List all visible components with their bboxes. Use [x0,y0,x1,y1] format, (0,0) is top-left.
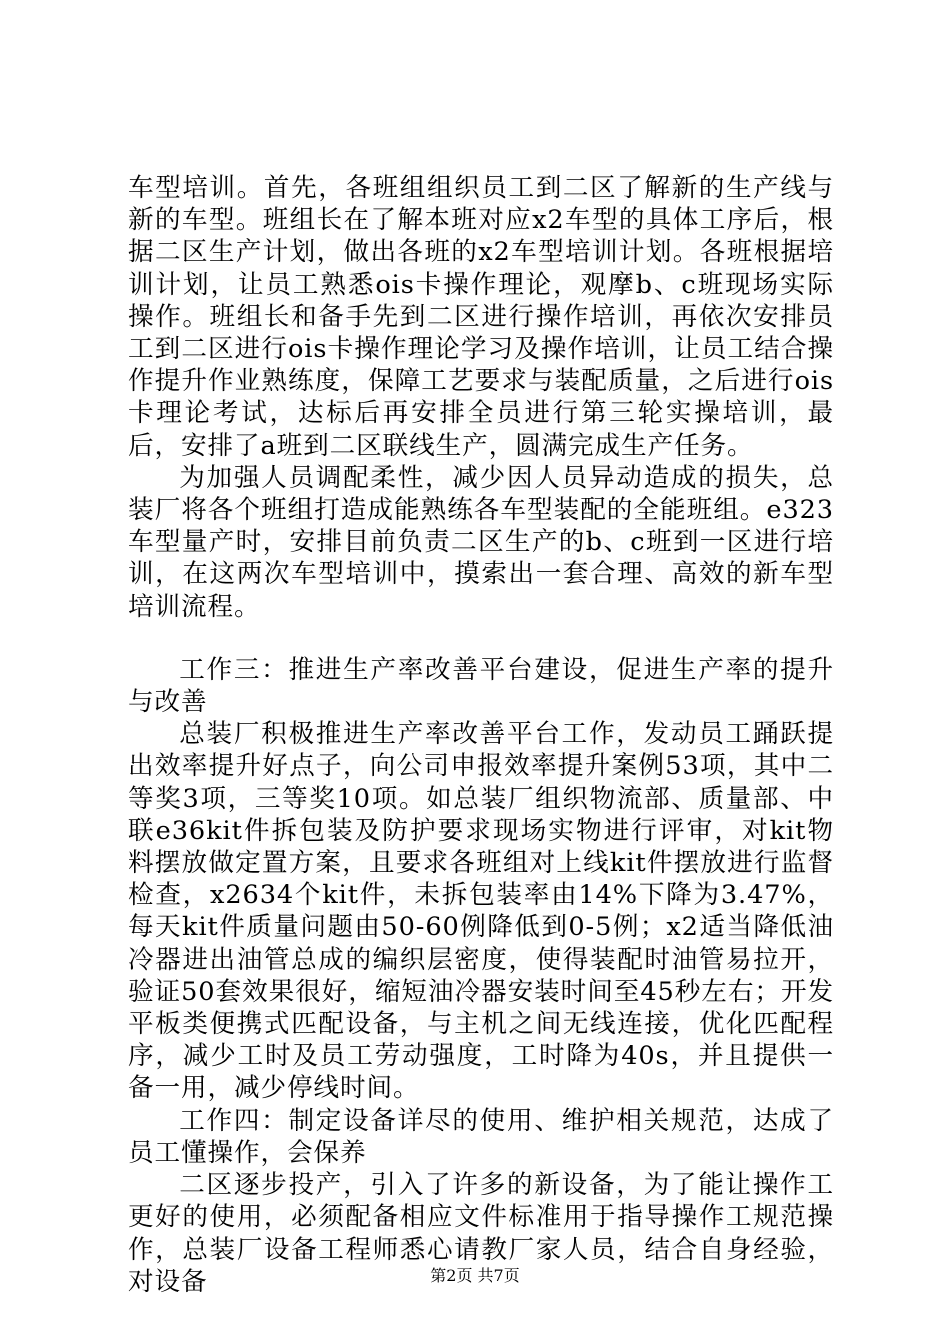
paragraph-spacer [128,623,834,654]
section-heading-work-three: 工作三：推进生产率改善平台建设，促进生产率的提升与改善 [128,654,834,718]
paragraph-staffing-flexibility: 为加强人员调配柔性，减少因人员异动造成的损失，总装厂将各个班组打造成能熟练各车型装配的全能班组。e323车型量产时，安排目前负责二区生产的b、c班到一区进行培训，在这两次车型培训中，摸索出一套合理、高效的新车型培训流程。 [128,462,834,622]
document-body [128,172,834,1298]
paragraph-car-model-training: 车型培训。首先，各班组组织员工到二区了解新的生产线与新的车型。班组长在了解本班对应x2车型的具体工序后，根据二区生产计划，做出各班的x2车型培训计划。各班根据培训计划，让员工熟悉ois卡操作理论，观摩b、c班现场实际操作。班组长和备手先到二区进行操作培训，再依次安排员工到二区进行ois卡操作理论学习及操作培训，让员工结合操作提升作业熟练度，保障工艺要求与装配质量，之后进行ois卡理论考试，达标后再安排全员进行第三轮实操培训，最后，安排了a班到二区联线生产，圆满完成生产任务。 [128,173,834,461]
paragraph-productivity-improvement: 总装厂积极推进生产率改善平台工作，发动员工踊跃提出效率提升好点子，向公司申报效率提升案例53项，其中二等奖3项，三等奖10项。如总装厂组织物流部、质量部、中联e36kit件拆包装及防护要求现场实物进行评审，对kit物料摆放做定置方案，且要求各班组对上线kit件摆放进行监督检查，x2634个kit件，未拆包装率由14%下降为3.47%，每天kit件质量问题由50-60例降低到0-5例；x2适当降低油冷器进出油管总成的编织层密度，使得装配时油管易拉开，验证50套效果很好，缩短油冷器安装时间至45秒左右；开发平板类便携式匹配设备，与主机之间无线连接，优化匹配程序，减少工时及员工劳动强度，工时降为40s，并且提供一备一用，减少停线时间。 [128,719,834,1104]
page-number-footer: 第2页 共7页 [430,1266,520,1285]
paragraph-equipment-standards: 二区逐步投产，引入了许多的新设备，为了能让操作工更好的使用，必须配备相应文件标准用于指导操作工规范操作，总装厂设备工程师悉心请教厂家人员，结合自身经验，对设备 [128,1170,834,1297]
section-heading-work-four: 工作四：制定设备详尽的使用、维护相关规范，达成了员工懂操作，会保养 [128,1105,834,1168]
